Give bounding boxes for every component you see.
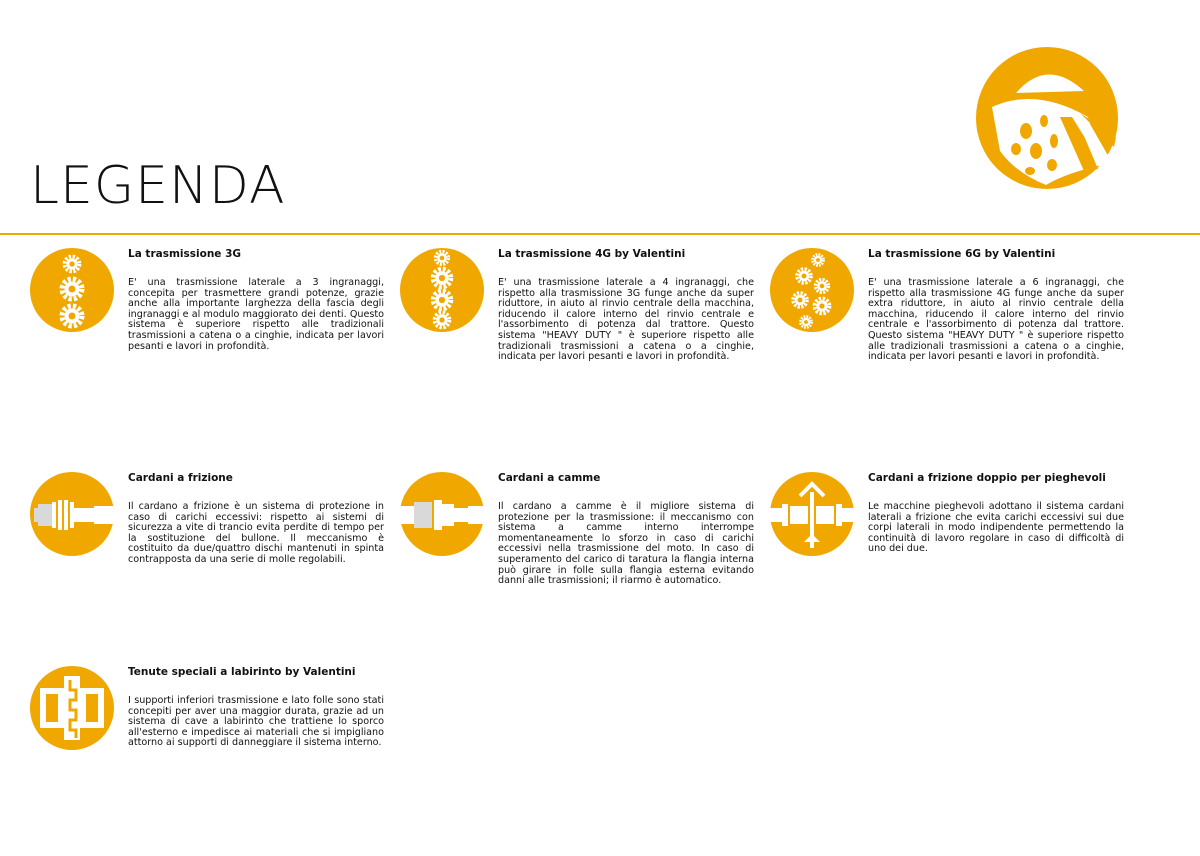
legend-item-title: Cardani a frizione (128, 472, 233, 484)
legend-item-text: Le macchine pieghevoli adottano il sistema cardani laterali a frizione che evita carichi eccessivi sui due corpi laterali in modo indipendente permettendo la continuità di lavoro regolare in caso di difficoltà di uno dei due. (868, 501, 1124, 555)
legend-item-title: Cardani a frizione doppio per pieghevoli (868, 472, 1106, 484)
friction-cardan-icon (30, 472, 114, 556)
legend-item-double-friction-cardan (770, 472, 1160, 662)
valentini-logo-icon (976, 47, 1118, 189)
legend-item-title: La trasmissione 6G by Valentini (868, 248, 1056, 260)
legend-item-text: I supporti inferiori trasmissione e lato folle sono stati concepiti per aver una maggior durata, grazie ad un sistema di cave a labirinto che trattiene lo sporco all'esterno e impedisce ai materiali che si impigliano attorno ai supporti di danneggiare il sistema interno. (128, 695, 384, 749)
legend-item-title: Cardani a camme (498, 472, 601, 484)
three-gears-icon (30, 248, 114, 332)
legend-item-labyrinth-seal (30, 666, 420, 856)
four-gears-icon (400, 248, 484, 332)
legend-item-friction-cardan (30, 472, 420, 662)
labyrinth-seal-icon (30, 666, 114, 750)
legend-item-text: E' una trasmissione laterale a 3 ingranaggi, concepita per trasmettere grandi potenze, grazie anche alla importante larghezza della fascia degli ingranaggi e al modulo maggiorato dei denti. Questo sistema è superiore rispetto alle tradizionali trasmissioni a catena o a cinghie, indicata per lavori pesanti e lavori in profondità. (128, 277, 384, 352)
header-rule (0, 233, 1200, 235)
legend-item-4g (400, 248, 790, 438)
legend-item-title: La trasmissione 3G (128, 248, 241, 260)
legend-item-title: Tenute speciali a labirinto by Valentini (128, 666, 356, 678)
six-gears-icon (770, 248, 854, 332)
double-friction-cardan-icon (770, 472, 854, 556)
legend-item-text: E' una trasmissione laterale a 4 ingranaggi, che rispetto alla trasmissione 3G funge anche da super riduttore, in aiuto al rinvio centrale della macchina, riducendo il calore interno del rinvio centrale e l'assorbimento di potenza dal trattore. Questo sistema "HEAVY DUTY " è superiore rispetto alle tradizionali trasmissioni a catena o a cinghie, indicata per lavori pesanti e lavori in profondità. (498, 277, 754, 363)
legend-item-text: E' una trasmissione laterale a 6 ingranaggi, che rispetto alla trasmissione 4G funge anche da super extra riduttore, in aiuto al rinvio centrale della macchina, riducendo il calore interno del rinvio centrale e l'assorbimento di potenza dal trattore. Questo sistema "HEAVY DUTY " è superiore rispetto alle tradizionali trasmissioni a catena o a cinghie, indicata per lavori pesanti e lavori in profondità. (868, 277, 1124, 363)
legend-item-text: Il cardano a camme è il migliore sistema di protezione per la trasmissione: il meccanismo con sistema a camme interno interrompe momentaneamente lo sforzo in caso di carichi eccessivi nella trasmissione del moto. In caso di superamento del carico di taratura la flangia interna può girare in folle sulla flangia esterna evitando danni alle trasmissioni; il riarmo è automatico. (498, 501, 754, 587)
page-title: LEGENDA (30, 156, 286, 216)
legend-item-3g (30, 248, 420, 438)
cam-cardan-icon (400, 472, 484, 556)
legend-item-title: La trasmissione 4G by Valentini (498, 248, 686, 260)
legend-item-cam-cardan (400, 472, 790, 662)
legend-item-text: Il cardano a frizione è un sistema di protezione in caso di carichi eccessivi: rispetto ai sistemi di sicurezza a vite di trancio evita perdite di tempo per la sostituzione del bullone. Il meccanismo è costituito da due/quattro dischi mantenuti in spinta contrapposta da una serie di molle regolabili. (128, 501, 384, 565)
legend-item-6g (770, 248, 1160, 438)
